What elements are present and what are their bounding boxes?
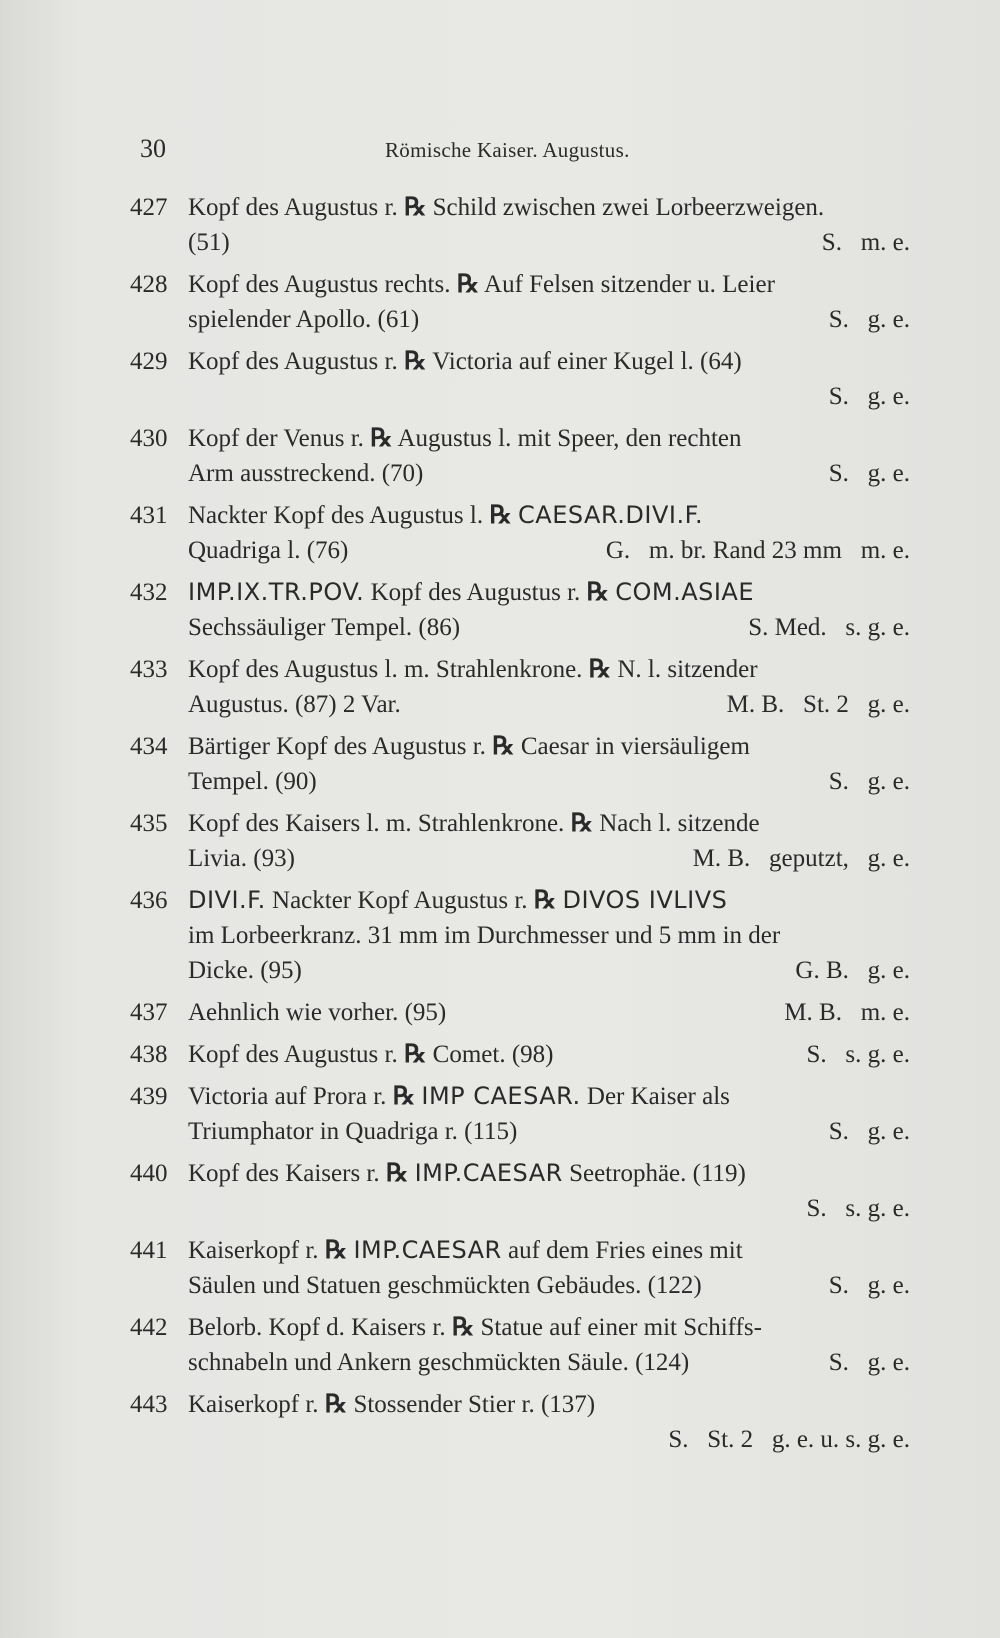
entry-line: [130, 302, 910, 337]
entry-line: [130, 575, 910, 610]
catalogue-entry: [130, 1387, 910, 1457]
valuation: S. g. e.: [828, 1118, 910, 1145]
entry-text: [188, 190, 910, 225]
valuation: M. B. m. e.: [784, 999, 910, 1026]
entry-description: [188, 1233, 743, 1268]
text-fragment: Augustus l. mit Speer, den rechten: [392, 425, 742, 452]
entry-text: [188, 652, 910, 687]
valuation: S. g. e.: [828, 306, 910, 333]
entry-line: [130, 687, 910, 722]
continuation-text: Triumphator in Quadriga r. (115): [188, 1118, 518, 1145]
catalogue-entry: [130, 1037, 910, 1072]
catalogue-entry: [130, 575, 910, 645]
text-fragment: Comet. (98): [426, 1041, 554, 1068]
reverse-symbol: ℞: [456, 271, 480, 298]
entry-line: [130, 764, 910, 799]
text-fragment: Kopf des Augustus l. m. Strahlenkrone.: [188, 656, 589, 683]
entry-description: [188, 995, 446, 1030]
text-fragment: Kopf des Kaisers r.: [188, 1160, 386, 1187]
text-fragment: N. l. sitzender: [611, 656, 758, 683]
text-fragment: Kopf des Augustus r.: [188, 1041, 404, 1068]
entry-number: 442: [130, 1314, 168, 1341]
coin-legend: COM.ASIAE: [615, 578, 755, 606]
entry-description: [188, 1387, 595, 1422]
entry-description: [188, 267, 775, 302]
entry-text: [188, 344, 910, 379]
text-fragment: Statue auf einer mit Schiffs-: [474, 1314, 762, 1341]
entry-description: [188, 344, 742, 379]
continuation-text: Livia. (93): [188, 845, 295, 872]
reverse-symbol: ℞: [324, 1237, 348, 1264]
continuation-text: Quadriga l. (76): [188, 537, 349, 564]
text-fragment: Kopf des Kaisers l. m. Strahlenkrone.: [188, 810, 571, 837]
continuation-text: Tempel. (90): [188, 768, 317, 795]
entry-description: [188, 575, 754, 610]
entry-text: [188, 1156, 910, 1191]
valuation: S. g. e.: [828, 460, 910, 487]
entry-description: [188, 1037, 553, 1072]
continuation-text: Säulen und Statuen geschmückten Gebäudes. (122): [188, 1272, 702, 1299]
entry-continuation: [188, 610, 910, 645]
reverse-symbol: ℞: [489, 502, 512, 529]
entry-continuation: [188, 456, 910, 491]
entry-line: [130, 267, 910, 302]
valuation: M. B. St. 2 g. e.: [726, 691, 910, 718]
text-fragment: Nackter Kopf Augustus r.: [265, 887, 534, 914]
coin-legend: IMP.CAESAR: [414, 1159, 563, 1187]
valuation: S. Med. s. g. e.: [748, 614, 910, 641]
text-fragment: Aehnlich wie vorher. (95): [188, 999, 447, 1026]
entry-number: 441: [130, 1237, 168, 1264]
reverse-symbol: ℞: [588, 656, 612, 683]
entry-continuation: [188, 225, 910, 260]
entry-line: [130, 1310, 910, 1345]
entry-number: 433: [130, 656, 168, 683]
valuation: S. g. e.: [828, 1349, 910, 1376]
entry-description: [188, 1079, 730, 1114]
reverse-symbol: ℞: [533, 887, 557, 914]
entry-line: [130, 344, 910, 379]
reverse-symbol: ℞: [586, 579, 609, 606]
catalogue-entry: [130, 995, 910, 1030]
text-fragment: Kaiserkopf r.: [188, 1391, 325, 1418]
continuation-text: Sechssäuliger Tempel. (86): [188, 614, 461, 641]
entry-text: [188, 498, 910, 533]
reverse-symbol: ℞: [324, 1391, 348, 1418]
page-header: [140, 134, 910, 170]
reverse-symbol: ℞: [392, 1083, 416, 1110]
catalogue-entries: [130, 190, 910, 1464]
entry-continuation: [188, 302, 910, 337]
text-fragment: Kaiserkopf r.: [188, 1237, 325, 1264]
entry-text: [188, 1310, 910, 1345]
catalogue-entry: [130, 806, 910, 876]
entry-text: [188, 883, 910, 918]
entry-line: [130, 652, 910, 687]
entry-number: 435: [130, 810, 168, 837]
entry-number: 436: [130, 887, 168, 914]
entry-number: 443: [130, 1391, 168, 1418]
entry-text: [188, 995, 910, 1030]
entry-number: 430: [130, 425, 168, 452]
valuation: S. g. e.: [828, 1272, 910, 1299]
continuation-text: (51): [188, 229, 230, 256]
coin-legend: DIVI.F.: [188, 886, 266, 914]
entry-continuation: [188, 1422, 910, 1457]
text-fragment: Seetrophäe. (119): [562, 1160, 746, 1187]
entry-line: [130, 1422, 910, 1457]
reverse-symbol: ℞: [403, 194, 427, 221]
entry-line: [130, 1268, 910, 1303]
text-fragment: Kopf des Augustus r.: [188, 194, 404, 221]
valuation: G. B. g. e.: [795, 957, 910, 984]
continuation-text: Augustus. (87) 2 Var.: [188, 691, 401, 718]
entry-line: [130, 533, 910, 568]
catalogue-entry: [130, 883, 910, 988]
entry-text: [188, 806, 910, 841]
valuation: S. g. e.: [828, 383, 910, 410]
valuation: S. s. g. e.: [806, 1195, 910, 1222]
entry-line: [130, 953, 910, 988]
entry-line: [130, 841, 910, 876]
entry-number: 432: [130, 579, 168, 606]
text-fragment: Kopf des Augustus r.: [188, 348, 404, 375]
reverse-symbol: ℞: [492, 733, 515, 760]
entry-line: [130, 379, 910, 414]
entry-continuation: [188, 1191, 910, 1226]
valuation: G. m. br. Rand 23 mm m. e.: [605, 537, 910, 564]
catalogue-entry: [130, 1156, 910, 1226]
entry-line: [130, 729, 910, 764]
entry-number: 434: [130, 733, 168, 760]
entry-description: [188, 806, 760, 841]
page-number: 30: [140, 134, 166, 163]
entry-number: 428: [130, 271, 168, 298]
text-fragment: Nackter Kopf des Augustus l.: [188, 502, 490, 529]
entry-continuation: [188, 1114, 910, 1149]
entry-line: [130, 1156, 910, 1191]
text-fragment: Bärtiger Kopf des Augustus r.: [188, 733, 493, 760]
reverse-symbol: ℞: [385, 1160, 409, 1187]
entry-line: [130, 1345, 910, 1380]
text-fragment: Schild zwischen zwei Lorbeerzweigen.: [426, 194, 825, 221]
entry-line: [130, 918, 910, 953]
reverse-symbol: ℞: [403, 1041, 427, 1068]
entry-line: [130, 421, 910, 456]
catalogue-entry: [130, 1233, 910, 1303]
catalogue-entry: [130, 344, 910, 414]
entry-text: [188, 729, 910, 764]
coin-legend: IMP.IX.TR.POV.: [188, 578, 365, 606]
entry-continuation: [188, 533, 910, 568]
entry-continuation: [188, 1268, 910, 1303]
entry-line: [130, 1114, 910, 1149]
entry-description: [188, 190, 824, 225]
entry-line: [130, 1079, 910, 1114]
text-fragment: Victoria auf Prora r.: [188, 1083, 393, 1110]
entry-description: [188, 498, 703, 533]
text-fragment: Caesar in viersäuligem: [514, 733, 750, 760]
catalogue-entry: [130, 190, 910, 260]
valuation: S. m. e.: [821, 229, 910, 256]
reverse-symbol: ℞: [451, 1314, 475, 1341]
reverse-symbol: ℞: [570, 810, 593, 837]
continuation-text: Dicke. (95): [188, 957, 302, 984]
entry-number: 440: [130, 1160, 168, 1187]
entry-text: [188, 575, 910, 610]
continuation-text: schnabeln und Ankern geschmückten Säule. (124): [188, 1349, 690, 1376]
entry-continuation: [188, 379, 910, 414]
entry-continuation: [188, 687, 910, 722]
catalogue-entry: [130, 1310, 910, 1380]
entry-text: [188, 1037, 910, 1072]
entry-line: [130, 1233, 910, 1268]
text-fragment: Nach l. sitzende: [592, 810, 760, 837]
coin-legend: IMP.CAESAR: [353, 1236, 502, 1264]
continuation-text: Arm ausstreckend. (70): [188, 460, 424, 487]
entry-description: [188, 883, 727, 918]
text-fragment: auf dem Fries eines mit: [501, 1237, 743, 1264]
entry-line: [130, 456, 910, 491]
coin-legend: IMP CAESAR.: [421, 1082, 581, 1110]
catalogue-entry: [130, 267, 910, 337]
entry-line: [130, 883, 910, 918]
entry-continuation: [188, 841, 910, 876]
text-fragment: Kopf der Venus r.: [188, 425, 371, 452]
entry-line: [130, 610, 910, 645]
valuation: S. s. g. e.: [806, 1041, 910, 1068]
entry-continuation: [188, 953, 910, 988]
entry-text: [188, 267, 910, 302]
valuation: S. g. e.: [828, 768, 910, 795]
catalogue-entry: [130, 498, 910, 568]
reverse-symbol: ℞: [403, 348, 427, 375]
entry-description: [188, 652, 758, 687]
text-fragment: Kopf des Augustus r.: [364, 579, 587, 606]
entry-number: 427: [130, 194, 168, 221]
entry-line: [130, 1387, 910, 1422]
text-fragment: Victoria auf einer Kugel l. (64): [426, 348, 742, 375]
entry-description: [188, 421, 742, 456]
entry-line: [130, 225, 910, 260]
coin-legend: CAESAR.DIVI.F.: [518, 501, 704, 529]
text-fragment: Stossender Stier r. (137): [347, 1391, 596, 1418]
entry-text: [188, 1233, 910, 1268]
catalogue-entry: [130, 421, 910, 491]
entry-line: [130, 1037, 910, 1072]
text-fragment: Der Kaiser als: [580, 1083, 730, 1110]
entry-line: [130, 995, 910, 1030]
entry-description: [188, 729, 750, 764]
text-fragment: Auf Felsen sitzender u. Leier: [479, 271, 775, 298]
catalogue-entry: [130, 1079, 910, 1149]
continuation-text: im Lorbeerkranz. 31 mm im Durchmesser und 5 mm in der: [188, 922, 781, 949]
valuation: M. B. geputzt, g. e.: [692, 845, 910, 872]
reverse-symbol: ℞: [370, 425, 393, 452]
catalogue-entry: [130, 652, 910, 722]
entry-description: [188, 1310, 762, 1345]
text-fragment: Kopf des Augustus rechts.: [188, 271, 457, 298]
entry-line: [130, 498, 910, 533]
entry-description: [188, 1156, 746, 1191]
entry-line: [130, 1191, 910, 1226]
entry-text: [188, 1079, 910, 1114]
entry-continuation: [188, 1345, 910, 1380]
text-fragment: Belorb. Kopf d. Kaisers r.: [188, 1314, 452, 1341]
entry-number: 437: [130, 999, 168, 1026]
coin-legend: DIVOS IVLIVS: [562, 886, 728, 914]
entry-text: [188, 1387, 910, 1422]
entry-number: 431: [130, 502, 168, 529]
entry-number: 429: [130, 348, 168, 375]
continuation-text: spielender Apollo. (61): [188, 306, 420, 333]
entry-number: 439: [130, 1083, 168, 1110]
entry-line: [130, 806, 910, 841]
entry-continuation: [188, 764, 910, 799]
entry-text: [188, 421, 910, 456]
catalogue-entry: [130, 729, 910, 799]
valuation: S. St. 2 g. e. u. s. g. e.: [668, 1426, 910, 1453]
entry-continuation: [188, 918, 910, 953]
entry-line: [130, 190, 910, 225]
running-title: Römische Kaiser. Augustus.: [385, 138, 630, 162]
entry-number: 438: [130, 1041, 168, 1068]
